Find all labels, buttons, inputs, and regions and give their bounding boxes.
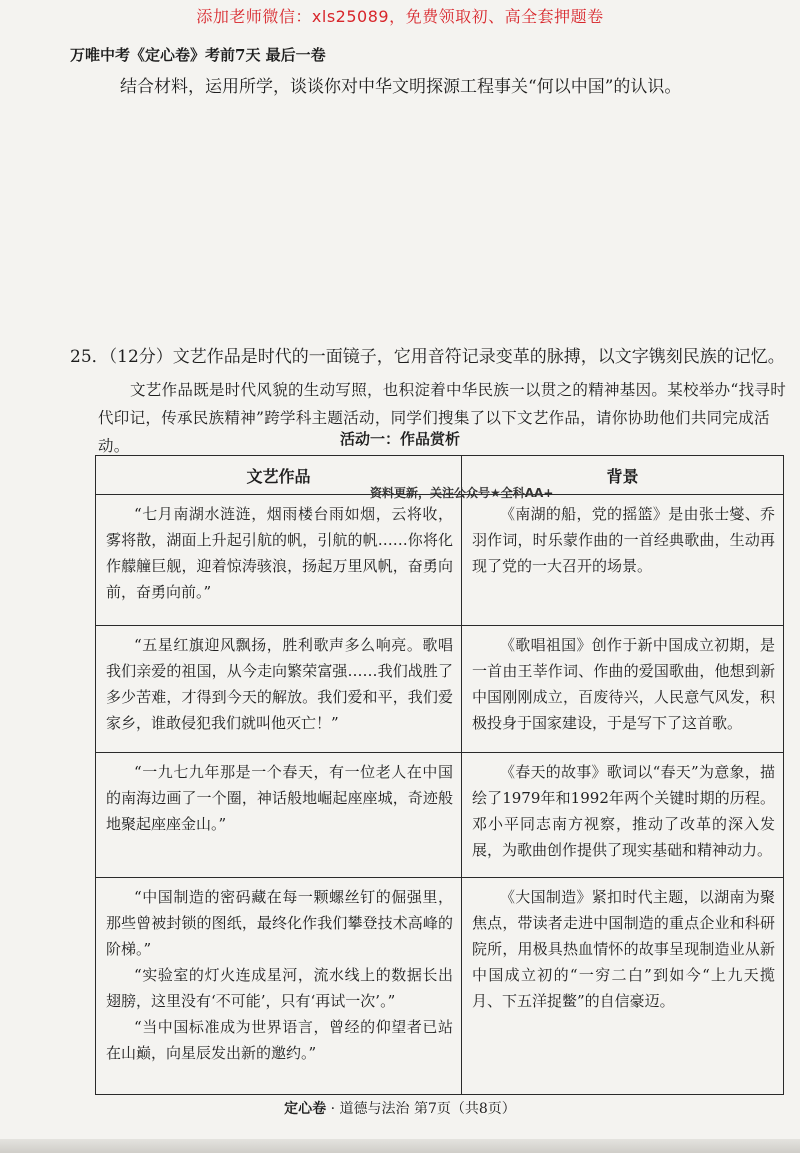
scan-edge <box>0 1139 800 1153</box>
background-cell <box>462 753 784 878</box>
question-25-title: 25．（12分）文艺作品是时代的一面镜子，它用音符记录变革的脉搏，以文字镌刻民族的记忆。 <box>70 347 785 367</box>
work-text: “一九七九年那是一个春天，有一位老人在中国的南海边画了一个圈，神话般地崛起座座城，奇迹般地聚起座座金山。” <box>106 763 453 833</box>
works-table <box>95 455 784 1095</box>
work-cell <box>96 753 462 878</box>
column-header-background: 背景 <box>462 456 784 495</box>
background-text: 《大国制造》紧扣时代主题，以湖南为聚焦点，带读者走进中国制造的重点企业和科研院所，用极具热血情怀的故事呈现制造业从新中国成立初的“一穷二白”到如今“上九天揽月、下五洋捉鳖”的自信豪迈。 <box>472 888 775 1010</box>
footer-subject: 道德与法治 <box>339 1101 410 1117</box>
activity-title: 活动一：作品赏析 <box>339 430 460 448</box>
background-text: 《春天的故事》歌词以“春天”为意象，描绘了1979年和1992年两个关键时期的历程。邓小平同志南方视察，推动了改革的深入发展，为歌曲创作提供了现实基础和精神动力。 <box>472 763 775 859</box>
footer-page-number: 第7页（共8页） <box>413 1101 516 1117</box>
promo-banner: 添加老师微信：xls25089，免费领取初、高全套押题卷 <box>196 7 604 26</box>
exam-header: 万唯中考《定心卷》考前7天 最后一卷 <box>70 46 326 64</box>
background-text: 《南湖的船，党的摇篮》是由张士燮、乔羽作词，时乐蒙作曲的一首经典歌曲，生动再现了党的一大召开的场景。 <box>472 505 775 575</box>
page-footer <box>0 1098 800 1118</box>
column-header-works: 文艺作品 <box>96 456 462 495</box>
table-row <box>96 753 784 878</box>
work-text: “五星红旗迎风飘扬，胜利歌声多么响亮。歌唱我们亲爱的祖国，从今走向繁荣富强……我们战胜了多少苦难，才得到今天的解放。我们爱和平，我们爱家乡，谁敢侵犯我们就叫他灭亡！” <box>106 636 453 732</box>
footer-separator: · <box>330 1101 336 1117</box>
background-cell <box>462 878 784 1095</box>
background-text: 《歌唱祖国》创作于新中国成立初期，是一首由王莘作词、作曲的爱国歌曲，他想到新中国刚刚成立，百废待兴，人民意气风发，积极投身于国家建设，于是写下了这首歌。 <box>472 636 775 732</box>
watermark-text: 资料更新，关注公众号★全科AA+ <box>370 486 554 500</box>
background-cell <box>462 495 784 626</box>
footer-brand: 定心卷 <box>284 1101 327 1117</box>
table-row <box>96 495 784 626</box>
work-cell <box>96 626 462 753</box>
work-cell <box>96 495 462 626</box>
question-24-prompt: 结合材料，运用所学，谈谈你对中华文明探源工程事关“何以中国”的认识。 <box>120 77 682 97</box>
question-25-intro: 文艺作品既是时代风貌的生动写照，也积淀着中华民族一以贯之的精神基因。某校举办“找寻时代印记，传承民族精神”跨学科主题活动，同学们搜集了以下文艺作品，请你协助他们共同完成活动。 <box>98 381 787 455</box>
work-text: “实验室的灯火连成星河，流水线上的数据长出翅膀，这里没有‘不可能’，只有‘再试一次’。” <box>106 966 453 1010</box>
table-row <box>96 878 784 1095</box>
work-text: “七月南湖水涟涟，烟雨楼台雨如烟，云将收，雾将散，湖面上升起引航的帆，引航的帆……你将化作艨艟巨舰，迎着惊涛骇浪，扬起万里风帆，奋勇向前，奋勇向前。” <box>106 505 453 601</box>
table-row <box>96 626 784 753</box>
work-cell <box>96 878 462 1095</box>
work-text: “当中国标准成为世界语言，曾经的仰望者已站在山巅，向星辰发出新的邀约。” <box>106 1018 453 1062</box>
background-cell <box>462 626 784 753</box>
work-text: “中国制造的密码藏在每一颗螺丝钉的倔强里，那些曾被封锁的图纸，最终化作我们攀登技术高峰的阶梯。” <box>106 888 453 958</box>
